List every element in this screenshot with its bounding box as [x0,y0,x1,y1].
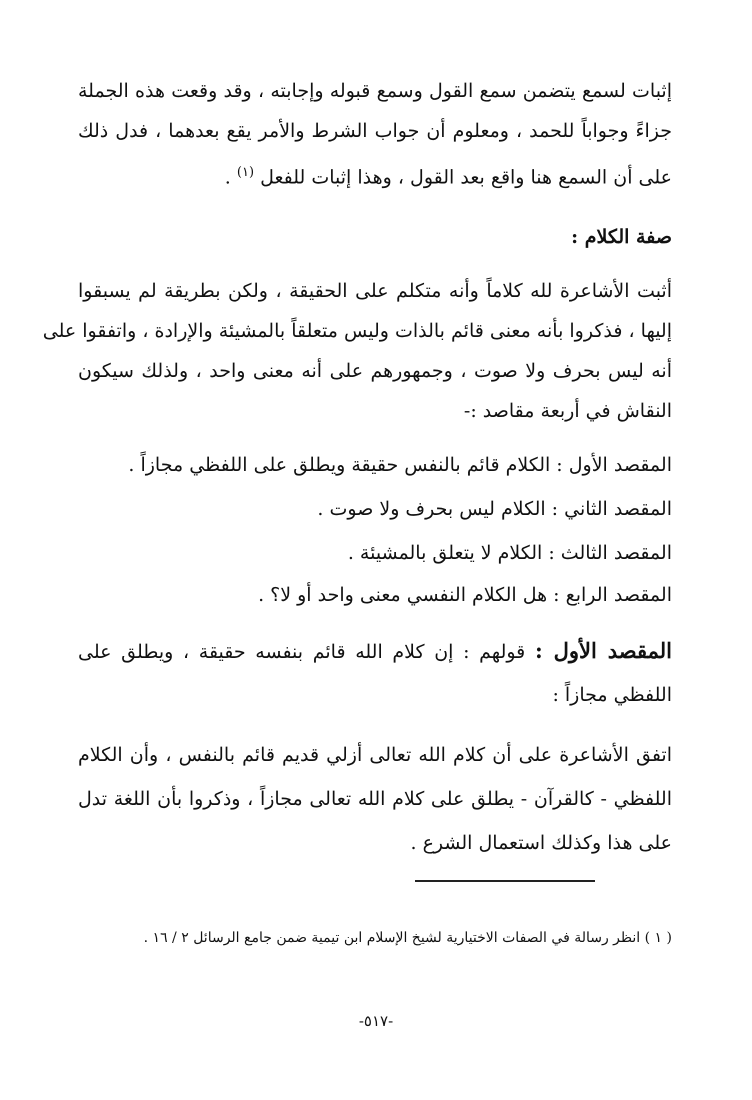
first-objective-title: المقصد الأول : [534,638,672,663]
section-heading: صفة الكلام : [571,226,672,248]
first-objective-heading-line [78,636,672,667]
paragraph-1-line-1: إثبات لسمع يتضمن سمع القول وسمع قبوله وإجابته ، وقد وقعت هذه الجملة [78,80,672,102]
paragraph-2-line-2: إليها ، فذكروا بأنه معنى قائم بالذات وليس متعلقاً بالمشيئة والإرادة ، واتفقوا على [42,320,672,342]
paragraph-1-line-3: على أن السمع هنا واقع بعد القول ، وهذا إثبات للفعل $^{(١)}$ . [224,165,672,189]
page-number: -٥١٧- [358,1012,394,1030]
paragraph-3-line-3: على هذا وكذلك استعمال الشرع . [410,832,672,854]
paragraph-3-line-2: اللفظي - كالقرآن - يطلق على كلام الله تعالى مجازاً ، وذكروا بأن اللغة تدل [78,788,672,810]
paragraph-1-line-3-text: على أن السمع هنا واقع بعد القول ، وهذا إثبات للفعل [260,166,672,189]
objective-item: المقصد الثاني : الكلام ليس بحرف ولا صوت . [317,498,672,520]
paragraph-2-line-3: أنه ليس بحرف ولا صوت ، وجمهورهم على أنه معنى واحد ، ولذلك سيكون [78,360,672,382]
paragraph-2-line-1: أثبت الأشاعرة لله كلاماً وأنه متكلم على الحقيقة ، ولكن بطريقة لم يسبقوا [78,280,672,302]
footnote-text: ( ١ ) انظر رسالة في الصفات الاختيارية لشيخ الإسلام ابن تيمية ضمن جامع الرسائل ٢ / ١٦ . [143,930,672,946]
first-objective-heading-line-2: اللفظي مجازاً : [552,684,672,706]
paragraph-3-line-1: اتفق الأشاعرة على أن كلام الله تعالى أزلي قديم قائم بالنفس ، وأن الكلام [78,744,672,766]
paragraph-1-line-2: جزاءً وجواباً للحمد ، ومعلوم أن جواب الشرط والأمر يقع بعدهما ، فدل ذلك [78,120,672,142]
paragraph-2-line-4: النقاش في أربعة مقاصد :- [463,400,672,422]
objective-item: المقصد الثالث : الكلام لا يتعلق بالمشيئة . [347,542,672,564]
footnote-reference: (١) [236,165,255,180]
first-objective-heading-rest: قولهم : إن كلام الله قائم بنفسه حقيقة ، ويطلق على [78,641,526,663]
footnote-divider [415,880,595,882]
objective-item: المقصد الأول : الكلام قائم بالنفس حقيقة ويطلق على اللفظي مجازاً . [128,454,672,476]
objective-item: المقصد الرابع : هل الكلام النفسي معنى واحد أو لا؟ . [258,584,672,606]
